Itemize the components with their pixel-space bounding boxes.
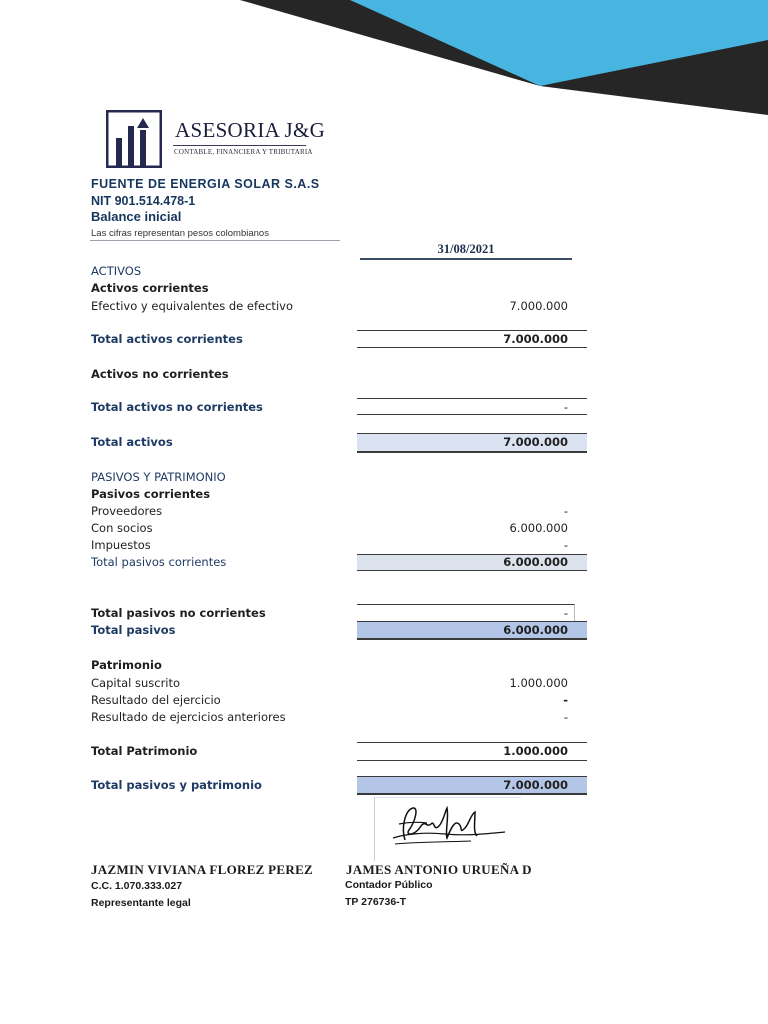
signature-image bbox=[374, 797, 521, 861]
total-noncurrent-liabilities-value: - bbox=[563, 606, 568, 620]
total-noncurrent-liabilities-label: Total pasivos no corrientes bbox=[91, 606, 266, 620]
total-current-liabilities-value: 6.000.000 bbox=[503, 555, 568, 569]
total-noncurrent-assets-value: - bbox=[563, 400, 568, 414]
handwritten-signature-icon bbox=[375, 798, 521, 861]
legal-rep-role: Representante legal bbox=[91, 897, 191, 909]
result-value: - bbox=[563, 693, 568, 707]
liabilities-heading: PASIVOS Y PATRIMONIO bbox=[91, 470, 226, 484]
taxes-label: Impuestos bbox=[91, 538, 151, 552]
accountant-tp: TP 276736-T bbox=[345, 896, 407, 908]
prior-results-label: Resultado de ejercicios anteriores bbox=[91, 710, 286, 724]
total-liabilities-label: Total pasivos bbox=[91, 623, 176, 637]
capital-label: Capital suscrito bbox=[91, 676, 181, 690]
total-assets-value: 7.000.000 bbox=[503, 435, 568, 449]
equity-heading: Patrimonio bbox=[91, 658, 162, 672]
noncurrent-assets-heading: Activos no corrientes bbox=[91, 367, 229, 381]
total-current-liabilities-label: Total pasivos corrientes bbox=[91, 555, 227, 569]
accountant-role: Contador Público bbox=[345, 879, 433, 891]
suppliers-label: Proveedores bbox=[91, 504, 163, 518]
logo-tagline: CONTABLE, FINANCIERA Y TRIBUTARIA bbox=[174, 148, 313, 156]
accountant-name: JAMES ANTONIO URUEÑA D bbox=[346, 862, 532, 877]
partners-label: Con socios bbox=[91, 521, 153, 535]
company-name: FUENTE DE ENERGIA SOLAR S.A.S bbox=[91, 177, 320, 191]
result-label: Resultado del ejercicio bbox=[91, 693, 221, 707]
suppliers-value: - bbox=[563, 504, 568, 518]
total-assets-label: Total activos bbox=[91, 435, 173, 449]
company-nit: NIT 901.514.478-1 bbox=[91, 194, 196, 208]
company-logo-icon bbox=[106, 110, 162, 168]
current-liabilities-heading: Pasivos corrientes bbox=[91, 487, 211, 501]
grand-total-label: Total pasivos y patrimonio bbox=[91, 778, 262, 792]
balance-date: 31/08/2021 bbox=[437, 242, 495, 256]
legal-rep-name: JAZMIN VIVIANA FLOREZ PEREZ bbox=[91, 862, 314, 877]
total-equity-label: Total Patrimonio bbox=[91, 744, 198, 758]
prior-results-value: - bbox=[563, 710, 568, 724]
legal-rep-id: C.C. 1.070.333.027 bbox=[91, 880, 183, 892]
currency-note: Las cifras representan pesos colombianos bbox=[91, 228, 269, 239]
current-assets-heading: Activos corrientes bbox=[91, 281, 209, 295]
document-title: Balance inicial bbox=[91, 209, 182, 224]
capital-value: 1.000.000 bbox=[509, 676, 568, 690]
logo-name: ASESORIA J&G bbox=[175, 118, 326, 142]
total-liabilities-value: 6.000.000 bbox=[503, 623, 568, 637]
assets-heading: ACTIVOS bbox=[91, 264, 142, 278]
logo-divider bbox=[173, 145, 306, 146]
partners-value: 6.000.000 bbox=[509, 521, 568, 535]
taxes-value: - bbox=[563, 538, 568, 552]
cash-label: Efectivo y equivalentes de efectivo bbox=[91, 299, 293, 313]
total-noncurrent-assets-label: Total activos no corrientes bbox=[91, 400, 263, 414]
note-divider bbox=[90, 240, 340, 241]
total-current-assets-value: 7.000.000 bbox=[503, 332, 568, 346]
grand-total-value: 7.000.000 bbox=[503, 778, 568, 792]
total-equity-value: 1.000.000 bbox=[503, 744, 568, 758]
cash-value: 7.000.000 bbox=[509, 299, 568, 313]
date-underline bbox=[360, 258, 572, 260]
total-current-assets-label: Total activos corrientes bbox=[91, 332, 243, 346]
